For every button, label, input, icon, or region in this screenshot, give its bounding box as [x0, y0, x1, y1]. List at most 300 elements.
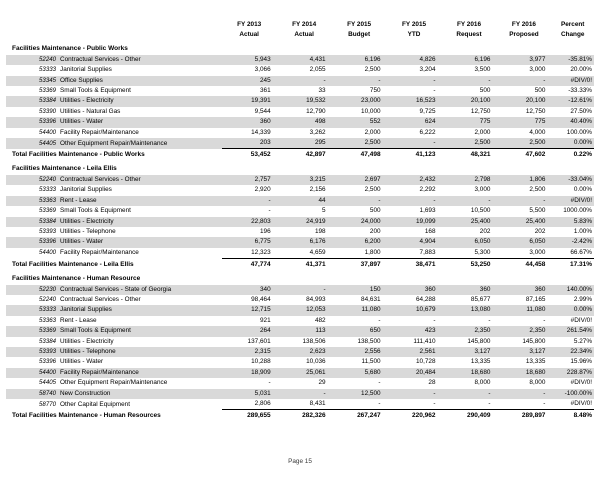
- header-fy2015-ytd: [387, 20, 442, 41]
- cell-percent-change: 22.34%: [570, 347, 592, 355]
- page-footer: Page 15: [288, 458, 312, 465]
- cell-value: 7,883: [419, 248, 436, 256]
- cell-value: 12,323: [251, 248, 271, 256]
- cell-value: 25,400: [470, 217, 491, 225]
- account-description: Utilities - Water: [60, 238, 104, 246]
- section-total-percent: 8.48%: [551, 410, 594, 422]
- cell-value: -: [433, 196, 436, 204]
- account-description: Janitorial Supplies: [60, 306, 112, 314]
- table-row: [6, 217, 594, 227]
- cell-value: 3,500: [474, 66, 491, 74]
- cell-value: 64,288: [415, 295, 436, 303]
- account-description: Other Equipment Repair/Maintenance: [60, 139, 168, 147]
- section-total-value: 41,371: [277, 259, 332, 271]
- header-fy2015-budget: [332, 20, 387, 41]
- cell-value: 264: [259, 327, 271, 335]
- cell-value: 10,288: [251, 358, 271, 366]
- account-description: Facility Repair/Maintenance: [60, 249, 139, 257]
- cell-value: 23,000: [361, 97, 381, 105]
- cell-value: 13,080: [470, 306, 491, 314]
- cell-percent-change: -100.00%: [564, 389, 592, 397]
- account-description: Utilities - Water: [60, 118, 104, 126]
- account-code: 53384: [39, 337, 56, 345]
- cell-value: 482: [314, 316, 326, 324]
- section-total-value: 289,897: [496, 410, 551, 422]
- cell-value: 921: [259, 316, 271, 324]
- cell-percent-change: 228.87%: [566, 368, 592, 376]
- cell-value: 4,659: [309, 248, 326, 256]
- table-row: [6, 285, 594, 295]
- cell-value: 84,631: [361, 295, 381, 303]
- account-code: 53396: [39, 358, 56, 366]
- cell-value: -: [433, 389, 436, 397]
- section-total-value: 47,602: [496, 149, 551, 161]
- cell-value: 423: [424, 327, 436, 335]
- cell-value: 19,391: [251, 97, 271, 105]
- section-total-value: 282,326: [277, 410, 332, 422]
- cell-value: 2,432: [419, 175, 436, 183]
- cell-value: 775: [479, 118, 491, 126]
- account-description: Utilities - Natural Gas: [60, 107, 121, 115]
- header-fy2016-proposed: [496, 20, 551, 41]
- cell-value: 360: [534, 285, 546, 293]
- section-total-value: 53,250: [442, 259, 497, 271]
- row-label-cell: [6, 86, 222, 96]
- cell-percent-change: #DIV/0!: [570, 316, 592, 324]
- section-title: Facilities Maintenance - Public Works: [12, 44, 128, 52]
- row-label-cell: [6, 326, 222, 336]
- cell-percent-change: 0.00%: [573, 186, 592, 194]
- cell-value: 98,464: [251, 295, 271, 303]
- cell-value: 18,680: [525, 368, 546, 376]
- cell-value: -: [543, 400, 546, 407]
- account-code: 53333: [39, 66, 56, 74]
- row-label-cell: [6, 55, 222, 65]
- cell-value: 3,127: [529, 347, 546, 355]
- row-label-cell: [6, 347, 222, 357]
- table-row: [6, 196, 594, 206]
- account-description: Other Equipment Repair/Maintenance: [60, 379, 168, 387]
- account-description: Contractual Services - Other: [60, 295, 141, 303]
- row-label-cell: [6, 76, 222, 86]
- account-description: Rent - Lease: [60, 196, 97, 204]
- cell-value: 3,000: [529, 248, 546, 256]
- cell-value: 2,500: [529, 139, 546, 147]
- cell-value: 9,544: [254, 107, 271, 115]
- section-total-value: 48,321: [442, 149, 497, 161]
- cell-value: -: [323, 285, 326, 293]
- account-code: 53363: [39, 196, 56, 204]
- cell-value: 8,000: [474, 379, 491, 387]
- cell-value: 145,800: [467, 337, 491, 345]
- cell-percent-change: 40.40%: [570, 118, 592, 126]
- cell-value: 196: [259, 227, 271, 235]
- cell-value: 3,066: [254, 66, 271, 74]
- cell-value: 6,196: [474, 55, 491, 63]
- cell-value: 2,556: [364, 347, 381, 355]
- row-label-cell: [6, 316, 222, 326]
- cell-value: 18,909: [251, 368, 271, 376]
- row-label-cell: [6, 138, 222, 149]
- cell-value: 5,300: [474, 248, 491, 256]
- cell-value: 2,500: [364, 186, 381, 194]
- header-fy2013-actual: [222, 20, 277, 41]
- cell-percent-change: 66.67%: [570, 248, 592, 256]
- cell-value: 14,339: [251, 128, 271, 136]
- account-code: 53390: [39, 107, 56, 115]
- cell-value: 2,055: [309, 66, 326, 74]
- row-label-cell: [6, 96, 222, 106]
- table-row: [6, 117, 594, 127]
- cell-value: 84,993: [306, 295, 326, 303]
- account-description: Utilities - Electricity: [60, 337, 114, 345]
- row-label-cell: [6, 196, 222, 206]
- cell-value: 3,215: [309, 175, 326, 183]
- cell-value: 3,000: [474, 186, 491, 194]
- cell-value: 3,977: [529, 55, 546, 63]
- header-line2: YTD: [407, 31, 421, 39]
- cell-value: 2,697: [364, 175, 381, 183]
- header-line2: Actual: [239, 31, 259, 39]
- cell-value: 500: [534, 87, 546, 95]
- cell-value: 28: [428, 379, 436, 387]
- account-description: New Construction: [60, 389, 111, 397]
- cell-value: -: [433, 139, 436, 147]
- cell-value: -: [323, 76, 326, 84]
- cell-value: 12,715: [251, 306, 271, 314]
- cell-value: 498: [314, 118, 326, 126]
- account-code: 58770: [39, 400, 56, 408]
- account-description: Office Supplies: [60, 76, 103, 84]
- cell-value: 18,680: [470, 368, 491, 376]
- cell-value: -: [268, 207, 271, 215]
- cell-value: 6,775: [254, 238, 271, 246]
- cell-value: -: [268, 196, 271, 204]
- account-description: Small Tools & Equipment: [60, 327, 131, 335]
- cell-value: 6,176: [309, 238, 326, 246]
- account-description: Facility Repair/Maintenance: [60, 128, 139, 136]
- cell-value: 4,431: [309, 55, 326, 63]
- cell-value: 10,000: [361, 107, 381, 115]
- table-row: [6, 185, 594, 195]
- cell-value: 138,506: [302, 337, 326, 345]
- cell-value: 3,000: [529, 66, 546, 74]
- cell-value: 3,204: [419, 66, 436, 74]
- cell-value: 33: [318, 87, 326, 95]
- section-total-row: [6, 259, 594, 271]
- cell-value: 650: [369, 327, 381, 335]
- cell-value: 2,500: [364, 66, 381, 74]
- account-code: 53333: [39, 186, 56, 194]
- table-row: [6, 305, 594, 315]
- cell-value: 138,500: [357, 337, 381, 345]
- cell-value: 202: [534, 227, 546, 235]
- section-total-value: 47,498: [332, 149, 387, 161]
- account-description: Janitorial Supplies: [60, 66, 112, 74]
- cell-value: 500: [369, 207, 381, 215]
- account-code: 53345: [39, 76, 56, 84]
- table-row: [6, 55, 594, 65]
- account-description: Facility Repair/Maintenance: [60, 368, 139, 376]
- account-description: Janitorial Supplies: [60, 186, 112, 194]
- section-total-percent: 17.31%: [551, 259, 594, 271]
- cell-value: 4,904: [419, 238, 436, 246]
- account-code: 53393: [39, 347, 56, 355]
- account-code: 53384: [39, 217, 56, 225]
- cell-value: 25,061: [306, 368, 326, 376]
- account-code: 53396: [39, 118, 56, 126]
- cell-value: 2,156: [309, 186, 326, 194]
- header-line1: Percent: [560, 21, 585, 28]
- cell-value: 10,728: [415, 358, 436, 366]
- table-row: [6, 347, 594, 357]
- account-code: 52240: [39, 295, 56, 303]
- table-row: [6, 295, 594, 305]
- section-total-percent: 0.22%: [551, 149, 594, 161]
- cell-value: -: [323, 389, 326, 397]
- section-total-label: Total Facilities Maintenance - Leila Ellis: [12, 261, 134, 269]
- table-header: [6, 20, 594, 41]
- cell-percent-change: 261.54%: [566, 327, 592, 335]
- header-line2: Proposed: [509, 31, 539, 39]
- cell-percent-change: -12.61%: [568, 97, 592, 105]
- cell-value: 22,803: [251, 217, 271, 225]
- cell-value: 2,500: [529, 186, 546, 194]
- cell-value: 340: [259, 285, 271, 293]
- cell-value: -: [543, 196, 546, 204]
- cell-value: 10,500: [470, 207, 491, 215]
- table-row: [6, 378, 594, 388]
- row-label-cell: [6, 368, 222, 378]
- header-percent-change: [551, 20, 594, 41]
- cell-value: 20,484: [415, 368, 436, 376]
- cell-percent-change: 1000.00%: [563, 207, 592, 215]
- account-code: 52230: [39, 285, 56, 293]
- cell-value: 203: [259, 139, 271, 147]
- cell-value: 113: [315, 327, 326, 335]
- cell-value: -: [488, 389, 491, 397]
- row-label-cell: [6, 337, 222, 347]
- cell-value: 85,677: [470, 295, 491, 303]
- row-label-cell: [6, 378, 222, 388]
- section-total-label: Total Facilities Maintenance - Human Resources: [12, 412, 161, 420]
- cell-value: 44: [318, 196, 326, 204]
- table-row: [6, 76, 594, 86]
- cell-value: 25,400: [525, 217, 546, 225]
- cell-percent-change: 0.00%: [573, 306, 592, 314]
- cell-value: 87,165: [525, 295, 546, 303]
- cell-value: 1,693: [419, 207, 436, 215]
- cell-value: -: [543, 76, 546, 84]
- header-line2: Actual: [294, 31, 314, 39]
- table-row: [6, 316, 594, 326]
- budget-table: [6, 20, 594, 422]
- account-code: 54400: [39, 368, 56, 376]
- cell-value: -: [268, 379, 271, 387]
- cell-value: 245: [259, 76, 271, 84]
- header-line2: Request: [456, 31, 482, 39]
- account-code: 52240: [39, 175, 56, 183]
- cell-percent-change: 0.00%: [573, 139, 592, 147]
- header-line2: Change: [560, 31, 585, 39]
- header-line1: FY 2016: [511, 21, 536, 28]
- account-description: Contractual Services - Other: [60, 175, 141, 183]
- cell-value: 5: [322, 207, 326, 215]
- cell-value: 5,500: [529, 207, 546, 215]
- cell-value: 775: [534, 118, 546, 126]
- section-total-value: 289,655: [222, 410, 277, 422]
- cell-percent-change: 20.00%: [570, 66, 592, 74]
- cell-value: -: [433, 316, 436, 324]
- header-line1: FY 2015: [402, 21, 427, 28]
- cell-value: 150: [369, 285, 381, 293]
- cell-value: 2,920: [254, 186, 271, 194]
- cell-value: 13,335: [470, 358, 491, 366]
- account-description: Utilities - Electricity: [60, 217, 114, 225]
- table-row: [6, 368, 594, 378]
- cell-value: 145,800: [522, 337, 546, 345]
- cell-percent-change: 5.27%: [573, 337, 592, 345]
- cell-value: 9,725: [419, 107, 436, 115]
- header-label-column: [6, 20, 222, 41]
- account-code: 53369: [39, 327, 56, 335]
- cell-value: 12,053: [306, 306, 326, 314]
- cell-value: -: [433, 87, 436, 95]
- section-total-label: Total Facilities Maintenance - Public Works: [12, 151, 145, 159]
- header-line2: Budget: [348, 31, 371, 39]
- cell-percent-change: #DIV/0!: [570, 196, 592, 204]
- table-row: [6, 175, 594, 185]
- cell-value: 2,500: [474, 139, 491, 147]
- header-fy2014-actual: [277, 20, 332, 41]
- cell-value: -: [433, 76, 436, 84]
- row-label-cell: [6, 185, 222, 195]
- row-label-cell: [6, 285, 222, 295]
- cell-value: 360: [424, 285, 436, 293]
- cell-value: 500: [479, 87, 491, 95]
- account-description: Small Tools & Equipment: [60, 207, 131, 215]
- cell-value: 5,680: [364, 368, 381, 376]
- account-code: 53369: [39, 87, 56, 95]
- header-row: [6, 20, 594, 41]
- cell-value: -: [433, 400, 436, 407]
- section-total-value: 290,409: [442, 410, 497, 422]
- table-row: [6, 128, 594, 138]
- cell-value: -: [543, 316, 546, 324]
- row-label-cell: [6, 399, 222, 410]
- table-row: [6, 227, 594, 237]
- cell-value: 12,500: [361, 389, 381, 397]
- row-label-cell: [6, 237, 222, 247]
- account-description: Utilities - Electricity: [60, 97, 114, 105]
- section-total-value: 47,774: [222, 259, 277, 271]
- cell-value: 12,750: [470, 107, 491, 115]
- table-row: [6, 96, 594, 106]
- section-header-row: [6, 41, 594, 55]
- account-code: 53396: [39, 238, 56, 246]
- cell-percent-change: 15.96%: [570, 358, 592, 366]
- account-description: Utilities - Water: [60, 358, 104, 366]
- cell-value: 360: [479, 285, 491, 293]
- table-row: [6, 248, 594, 259]
- cell-value: 750: [369, 87, 381, 95]
- table-row: [6, 237, 594, 247]
- cell-percent-change: 1.00%: [573, 227, 592, 235]
- row-label-cell: [6, 175, 222, 185]
- cell-value: 19,532: [306, 97, 326, 105]
- row-label-cell: [6, 107, 222, 117]
- section-total-value: 44,458: [496, 259, 551, 271]
- header-fy2016-request: [442, 20, 497, 41]
- section-total-value: 41,123: [387, 149, 442, 161]
- cell-value: 2,350: [474, 327, 491, 335]
- header-line1: FY 2016: [456, 21, 482, 28]
- cell-value: 111,410: [413, 337, 436, 345]
- cell-value: -: [378, 400, 381, 407]
- row-label-cell: [6, 206, 222, 216]
- cell-value: 6,050: [529, 238, 546, 246]
- cell-value: 4,826: [419, 55, 436, 63]
- table-row: [6, 389, 594, 399]
- row-label-cell: [6, 357, 222, 367]
- table-row: [6, 357, 594, 367]
- cell-value: 10,036: [306, 358, 326, 366]
- cell-value: 11,500: [361, 358, 381, 366]
- account-description: Utilities - Telephone: [60, 347, 116, 355]
- row-label-cell: [6, 305, 222, 315]
- account-code: 53393: [39, 227, 56, 235]
- cell-value: 5,031: [254, 389, 271, 397]
- cell-value: -: [488, 76, 491, 84]
- cell-value: 2,292: [419, 186, 436, 194]
- table-row: [6, 206, 594, 216]
- cell-value: -: [378, 196, 381, 204]
- cell-value: 8,000: [529, 379, 546, 387]
- section-total-value: 267,247: [332, 410, 387, 422]
- table-row: [6, 86, 594, 96]
- section-total-value: 53,452: [222, 149, 277, 161]
- cell-value: 198: [314, 227, 326, 235]
- account-code: 52240: [39, 55, 56, 63]
- budget-report-page: [0, 20, 600, 484]
- account-code: 54400: [39, 128, 56, 136]
- section-title: Facilities Maintenance - Leila Ellis: [12, 164, 117, 172]
- cell-percent-change: -35.81%: [568, 55, 592, 63]
- account-code: 53384: [39, 97, 56, 105]
- cell-percent-change: 27.50%: [570, 107, 592, 115]
- section-total-value: 42,897: [277, 149, 332, 161]
- cell-value: 1,800: [364, 248, 381, 256]
- account-code: 53363: [39, 316, 56, 324]
- cell-value: 200: [369, 227, 381, 235]
- cell-value: -: [378, 316, 381, 324]
- account-description: Utilities - Telephone: [60, 227, 116, 235]
- cell-value: 11,080: [526, 306, 546, 314]
- cell-value: 3,262: [309, 128, 326, 136]
- cell-value: 8,431: [309, 400, 326, 407]
- cell-value: 2,757: [254, 175, 271, 183]
- section-header-row: [6, 271, 594, 285]
- cell-value: 11,080: [361, 306, 381, 314]
- header-line1: FY 2013: [237, 21, 262, 28]
- cell-percent-change: -33.04%: [568, 175, 592, 183]
- cell-value: -: [378, 76, 381, 84]
- cell-value: 2,000: [474, 128, 491, 136]
- account-description: Contractual Services - Other: [60, 55, 141, 63]
- cell-value: 20,100: [470, 97, 491, 105]
- cell-value: 13,335: [525, 358, 546, 366]
- table-row: [6, 337, 594, 347]
